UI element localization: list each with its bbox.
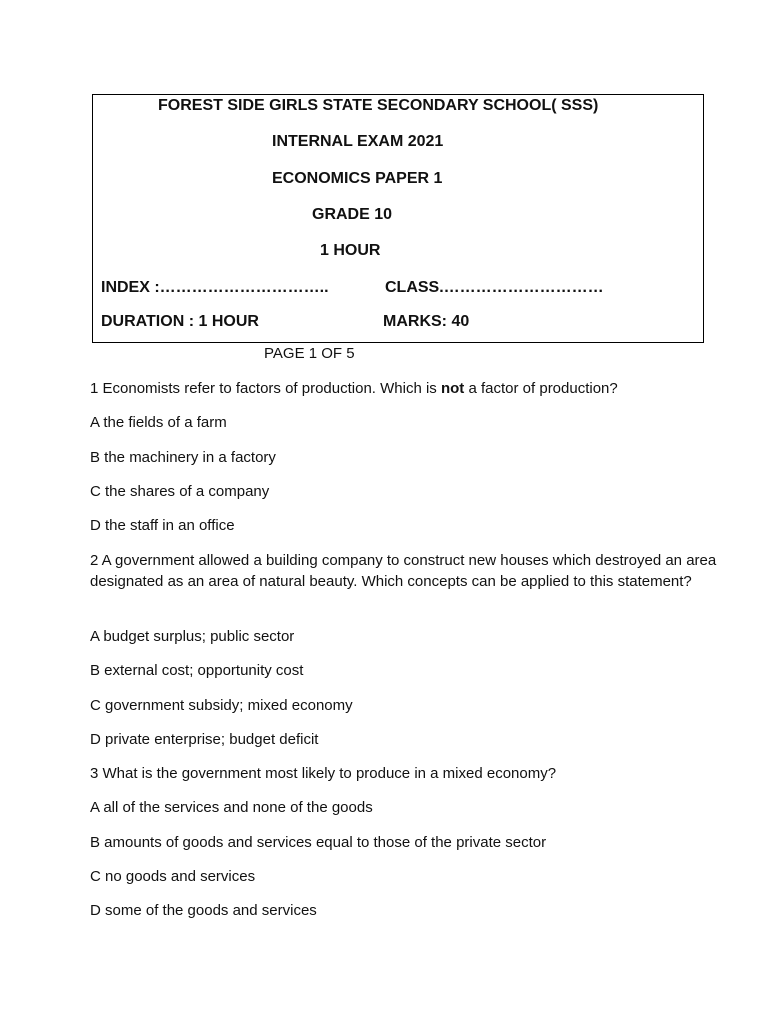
question-1-option-a: A the fields of a farm bbox=[90, 414, 227, 431]
index-field: INDEX :………………………….. bbox=[101, 279, 329, 296]
question-1-option-c: C the shares of a company bbox=[90, 483, 270, 500]
question-2-option-b: B external cost; opportunity cost bbox=[90, 662, 304, 679]
class-field: CLASS.………………………… bbox=[385, 279, 604, 296]
paper-title: ECONOMICS PAPER 1 bbox=[272, 170, 443, 187]
exam-header-box bbox=[92, 94, 704, 343]
question-2-option-d: D private enterprise; budget deficit bbox=[90, 731, 319, 748]
duration-label: DURATION : 1 HOUR bbox=[101, 313, 259, 330]
question-1-text: 1 Economists refer to factors of production. Which is bbox=[90, 380, 441, 397]
marks-label: MARKS: 40 bbox=[383, 313, 470, 330]
page-number: PAGE 1 OF 5 bbox=[264, 345, 355, 362]
question-1-stem bbox=[90, 378, 618, 399]
question-3-option-c: C no goods and services bbox=[90, 868, 256, 885]
grade-label: GRADE 10 bbox=[312, 206, 393, 223]
question-1-emphasis: not bbox=[440, 380, 465, 397]
question-3-stem: 3 What is the government most likely to produce in a mixed economy? bbox=[90, 765, 557, 782]
school-name: FOREST SIDE GIRLS STATE SECONDARY SCHOOL( SSS) bbox=[158, 97, 599, 114]
time-label: 1 HOUR bbox=[320, 242, 381, 259]
question-1-option-d: D the staff in an office bbox=[90, 517, 235, 534]
question-3-option-b: B amounts of goods and services equal to those of the private sector bbox=[90, 834, 547, 851]
question-2-option-a: A budget surplus; public sector bbox=[90, 628, 295, 645]
question-3-option-d: D some of the goods and services bbox=[90, 902, 317, 919]
question-1-text-end: a factor of production? bbox=[464, 380, 618, 397]
exam-title: INTERNAL EXAM 2021 bbox=[272, 133, 444, 150]
question-2-option-c: C government subsidy; mixed economy bbox=[90, 697, 353, 714]
question-1-option-b: B the machinery in a factory bbox=[90, 449, 276, 466]
question-2-stem: 2 A government allowed a building company to construct new houses which destroyed an area designated as an area of natural beauty. Which concepts can be applied to this statement? bbox=[90, 552, 717, 590]
question-3-option-a: A all of the services and none of the goods bbox=[90, 799, 373, 816]
